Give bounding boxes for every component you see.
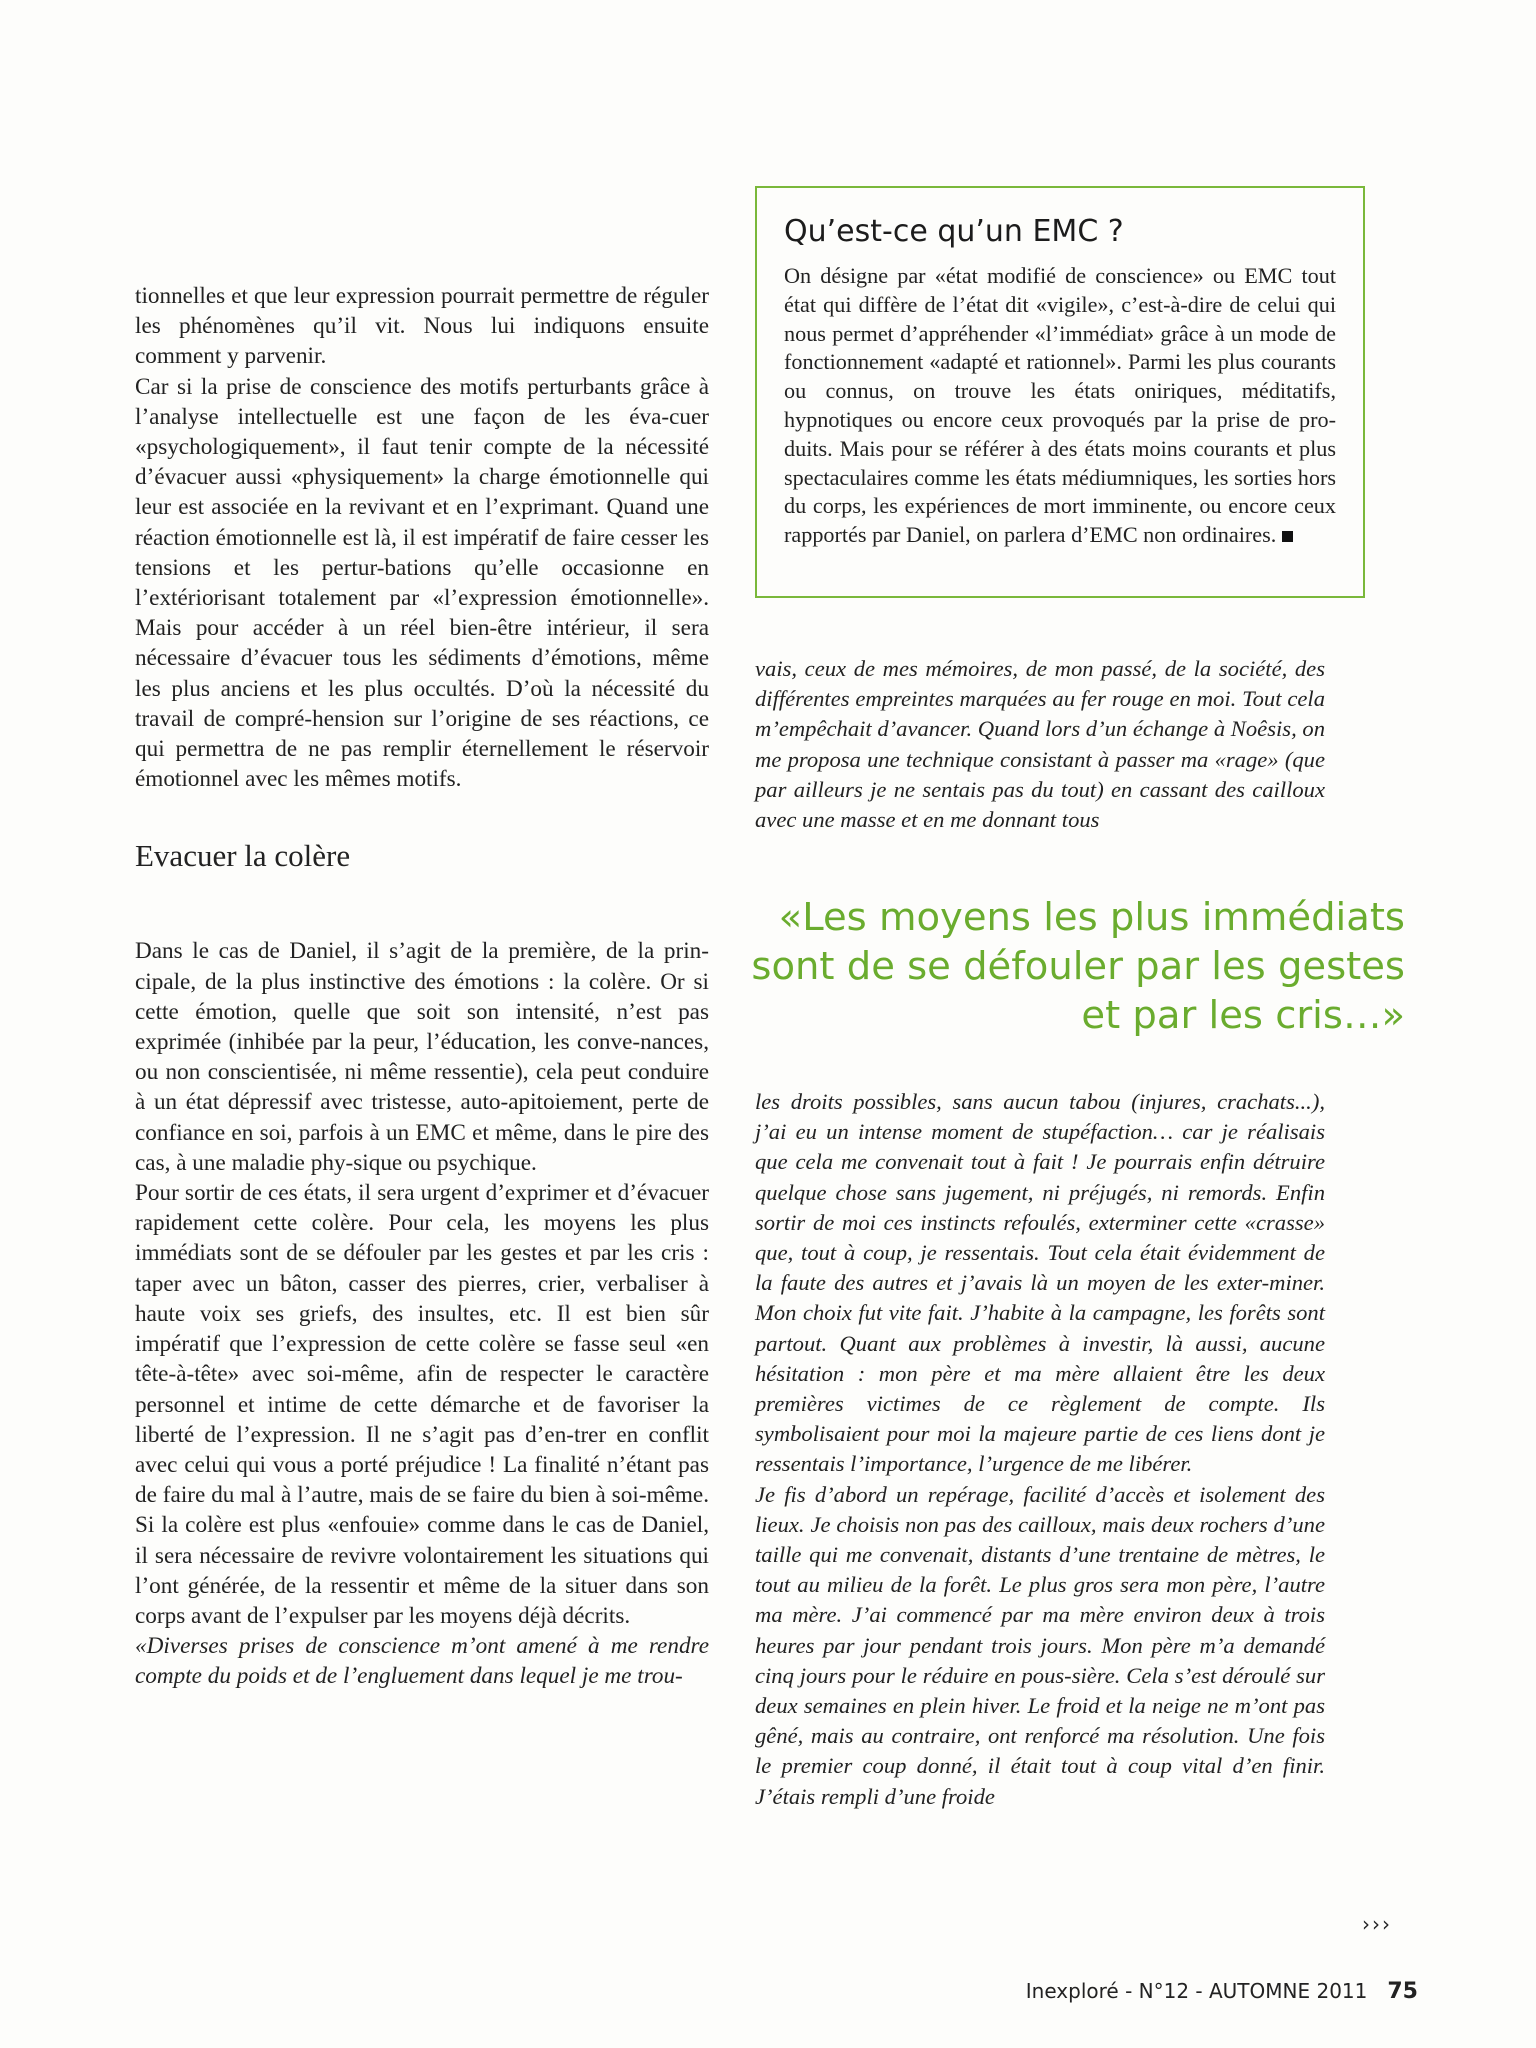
- pull-quote: «Les moyens les plus immédiats sont de se défouler par les gestes et par les cris…»: [751, 895, 1405, 1038]
- body-paragraph: tionnelles et que leur expression pourrait permettre de réguler les phénomènes qu’il vit. Nous lui indiquons ensuite comment y parvenir.: [135, 283, 709, 370]
- testimony-paragraph: vais, ceux de mes mémoires, de mon passé, de la société, des différentes empreintes marquées au fer rouge en moi. Tout cela m’empêchait d’avancer. Quand lors d’un échange à Noêsis, on me proposa une technique consistant à passer ma «rage» (que par ailleurs je ne sentais pas du tout) en cassant des cailloux avec une masse et en me donnant tous: [755, 656, 1325, 833]
- sidebar-box: [755, 186, 1365, 598]
- body-paragraph: Dans le cas de Daniel, il s’agit de la première, de la prin-cipale, de la plus instinctive des émotions : la colère. Or si cette émotion, quelle que soit son intensité, n’est pas exprimée (inhibée par la peur, l’éducation, les conve-nances, ou non conscientisée, ni même ressentie), cela peut conduire à un état dépressif avec tristesse, auto-apitoiement, perte de confiance en soi, parfois à un EMC et même, dans le pire des cas, à une maladie phy-sique ou psychique.: [135, 938, 709, 1176]
- sidebar-title: Qu’est-ce qu’un EMC ?: [784, 214, 1124, 249]
- publication-info: Inexploré - N°12 - AUTOMNE 2011: [1025, 1979, 1368, 2003]
- left-column: [135, 281, 709, 1692]
- body-paragraph: Pour sortir de ces états, il sera urgent d’exprimer et d’évacuer rapidement cette colère. Pour cela, les moyens les plus immédiats sont de se défouler par les gestes et par les cris : taper avec un bâton, casser des pierres, crier, verbaliser à haute voix ses griefs, des insultes, etc. Il est bien sûr impératif que l’expression de cette colère se fasse seul «en tête-à-tête» avec soi-même, afin de respecter le caractère personnel et intime de cette démarche et de favoriser la liberté de l’expression. Il ne s’agit pas d’en-trer en conflit avec celui qui vous a porté préjudice ! La finalité n’étant pas de faire du mal à l’autre, mais de se faire du bien à soi-même. Si la colère est plus «enfouie» comme dans le cas de Daniel, il sera nécessaire de revivre volontairement les situations qui l’ont générée, de la ressentir et même de la situer dans son corps avant de l’expulser par les moyens déjà décrits.: [135, 1180, 709, 1629]
- testimony-paragraph: les droits possibles, sans aucun tabou (injures, crachats...), j’ai eu un intense moment de stupéfaction… car je réalisais que cela me convenait tout à fait ! Je pourrais enfin détruire quelque chose sans jugement, ni préjugés, ni remords. Enfin sortir de moi ces instincts refoulés, exterminer cette «crasse» que, tout à coup, je ressentais. Tout cela était évidemment de la faute des autres et j’avais là un moyen de les exter-miner. Mon choix fut vite fait. J’habite à la campagne, les forêts sont partout. Quant aux problèmes à investir, là aussi, aucune hésitation : mon père et ma mère allaient être les deux premières victimes de ce règlement de compte. Ils symbolisaient pour moi la majeure partie de ces liens dont je ressentais l’importance, l’urgence de me libérer.: [755, 1089, 1325, 1477]
- sidebar-body: On désigne par «état modifié de conscience» ou EMC tout état qui diffère de l’état dit «vigile», c’est-à-dire de celui qui nous permet d’appréhender «l’immédiat» grâce à un mode de fonctionnement «adapté et rationnel». Parmi les plus courants ou connus, on trouve les états oniriques, méditatifs, hypnotiques ou encore ceux provoqués par la prise de pro-duits. Mais pour se référer à des états moins courants et plus spectaculaires comme les états médiumniques, les sorties hors du corps, les expériences de mort imminente, ou encore ceux rapportés par Daniel, on parlera d’EMC non ordinaires.: [784, 263, 1336, 548]
- section-heading: Evacuer la colère: [135, 838, 351, 874]
- page-footer: [1026, 1979, 1418, 2004]
- testimony-quote-start: «Diverses prises de conscience m’ont amené à me rendre compte du poids et de l’engluement dans lequel je me trou-: [135, 1633, 709, 1690]
- page-number: 75: [1387, 1979, 1418, 2004]
- end-square-icon: [1282, 531, 1293, 542]
- body-paragraph: Car si la prise de conscience des motifs perturbants grâce à l’analyse intellectuelle est une façon de les éva-cuer «psychologiquement», il faut tenir compte de la nécessité d’évacuer aussi «physiquement» la charge émotionnelle qui leur est associée en la revivant et en l’exprimant. Quand une réaction émotionnelle est là, il est impératif de faire cesser les tensions et les pertur-bations qu’elle occasionne en l’extériorisant totalement par «l’expression émotionnelle». Mais pour accéder à un réel bien-être intérieur, il sera nécessaire d’évacuer tous les sédiments d’émotions, même les plus anciens et les plus occultés. D’où la nécessité du travail de compré-hension sur l’origine de ses réactions, ce qui permettra de ne pas remplir éternellement le réservoir émotionnel avec les mêmes motifs.: [135, 373, 709, 793]
- right-column-top: [755, 654, 1325, 835]
- testimony-paragraph: Je fis d’abord un repérage, facilité d’accès et isolement des lieux. Je choisis non pas des cailloux, mais deux rochers d’une taille qui me convenait, distants d’une trentaine de mètres, le tout au milieu de la forêt. Le plus gros sera mon père, l’autre ma mère. J’ai commencé par ma mère environ deux à trois heures par jour pendant trois jours. Mon père m’a demandé cinq jours pour le réduire en pous-sière. Cela s’est déroulé sur deux semaines en plein hiver. Le froid et la neige ne m’ont pas gêné, mais au contraire, ont renforcé ma résolution. Une fois le premier coup donné, il était tout à coup vital d’en finir. J’étais rempli d’une froide: [755, 1481, 1325, 1809]
- right-column-bottom: [755, 1087, 1325, 1812]
- continue-arrows-icon: ›››: [1362, 1912, 1392, 1936]
- sidebar-body-wrapper: [784, 262, 1336, 550]
